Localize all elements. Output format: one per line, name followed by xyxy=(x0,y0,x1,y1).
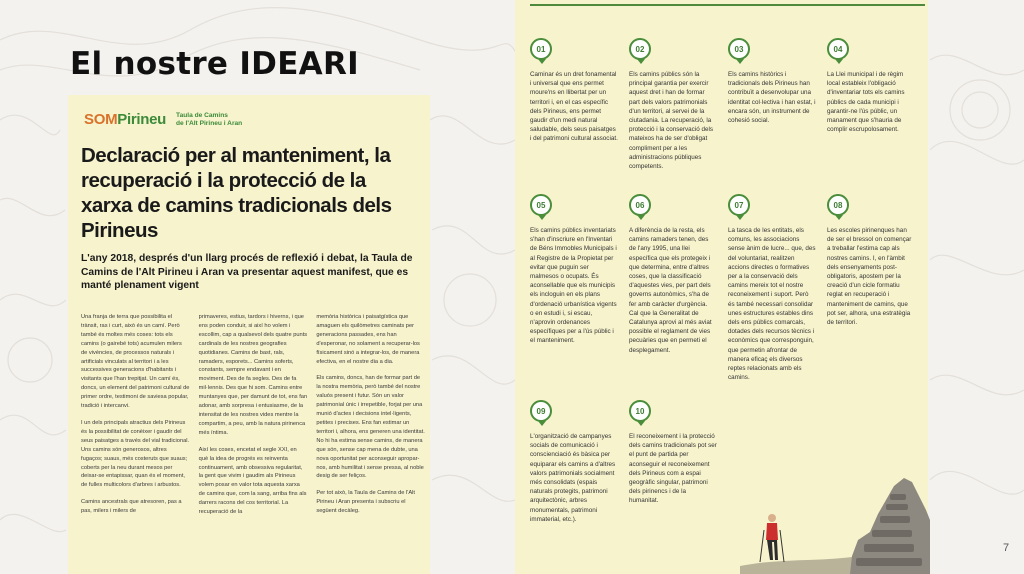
document-intro: L'any 2018, després d'un llarg procés de reflexió i debat, la Taula de Camins de l'Alt Pirineu i Aran va presentar aquest manifest, que es manté plenament vigent xyxy=(81,253,413,291)
paragraph: Una franja de terra que possibilita el trànsit, ras i curt, això és un camí. Però també és moltes més coses: tots els camins (o gairebé tots) acumulen milers de vivències, de processos naturals i artificials vinculats al territori i a les successives generacions d'habitants i visitants que l'han trepitjat. Un camí és, doncs, un element del patrimoni cultural de primer ordre, testimoni de saviesa popular, tradició i intercanvi. xyxy=(81,314,190,410)
decalogue-item-09 xyxy=(530,400,618,524)
paragraph: Els camins, doncs, han de formar part de la nostra memòria, però també del nostre valuós present i futur. Són un valor patrimonial únic i irrepetible, forjat per una munió d'actes i decisions intel·ligents, petites i precises. Ens fan estimar un territori i, alhora, ens generen una identitat. No hi ha estima sense camins, de manera que són, sense cap mena de dubte, una nova oportunitat per aconseguir apropar-nos, amb humilitat i sense pressa, al noble desig de ser feliços. xyxy=(316,375,425,480)
paragraph: I un dels principals atractius dels Pirineus és la possibilitat de conèixer i gaudir del seus paisatges a través del vial tradicional. Uns camins són generosos, altres fugaços; suaus, més costeruts que suaus; coberts per la neu durant mesos per deixar-se entapissar, quan és el moment, de fulles multicolors d'arbres i arbustos. xyxy=(81,419,190,489)
decalogue-text: El reconeixement i la protecció dels camins tradicionals pot ser el punt de partida per aconseguir el reconeixement dels Pirineus com a espai geogràfic singular, patrimoni dels pirinencs i de la humanitat. xyxy=(629,433,717,505)
text-column-2 xyxy=(199,313,308,525)
hiker-cairn-photo xyxy=(740,470,930,574)
decalogue-text: L'organització de campanyes socials de comunicació i conscienciació és bàsica per equiparar els camins a d'altres valors patrimonials socialment més consolidats (espais naturals protegits, patrimoni arquitectònic, arbres monumentals, patrimoni immaterial, etc.). xyxy=(530,433,616,523)
hiker-figure xyxy=(760,514,784,562)
manifesto-page-left xyxy=(68,95,430,574)
map-pin-icon: 04 xyxy=(827,38,849,60)
decalogue-text: Les escoles pirinenques han de ser el bressol on començar a treballar l'estima cap als nostres camins. I, en l'àmbit dels ensenyaments post-obligatoris, apostem per la creació d'un cicle formatiu reglat en recuperació i manteniment de camins, que pot ser, alhora, una estratègia de territori. xyxy=(827,227,912,327)
decalogue-text: La tasca de les entitats, els comuns, les associacions sense ànim de lucre... que, des del voluntariat, realitzen accions directes o formatives per a la conservació dels camins mereix tot el nostre reconeixement i suport. Però és també necessari consolidar unes estructures estables dins dels ens públics comarcals, dotades dels recursos tècnics i econòmics que corresponguin, que permetin afrontar de manera eficaç els diversos reptes relacionats amb els camins. xyxy=(728,227,816,382)
map-pin-icon: 10 xyxy=(629,400,651,422)
map-pin-icon: 06 xyxy=(629,194,651,216)
sompirineu-logo xyxy=(84,111,242,128)
text-column-1 xyxy=(81,313,190,525)
top-rule xyxy=(530,4,925,6)
decalogue-text: La Llei municipal i de règim local estableix l'obligació d'inventariar tots els camins públics de cada municipi i garantir-ne l'ús públic, un manament que s'hauria de complir escrupolosament. xyxy=(827,71,905,134)
slide-title: El nostre IDEARI xyxy=(70,46,359,82)
logo-subtitle: Taula de Camins de l'Alt Pirineu i Aran xyxy=(176,112,243,127)
decalogue-item-10 xyxy=(629,400,717,506)
map-pin-icon: 09 xyxy=(530,400,552,422)
decalogue-item-07 xyxy=(728,194,816,382)
decalogue-item-01 xyxy=(530,38,618,144)
document-title: Declaració per al manteniment, la recuperació i la protecció de la xarxa de camins tradicionals dels Pirineus xyxy=(81,144,392,242)
decalogue-item-02 xyxy=(629,38,717,171)
map-pin-icon: 03 xyxy=(728,38,750,60)
decalogue-item-06 xyxy=(629,194,717,355)
decalogue-item-05 xyxy=(530,194,618,346)
decalogue-text: Els camins històrics i tradicionals dels Pirineus han contribuït a desenvolupar una identitat col·lectiva i han estat, i encara són, un instrument de cohesió social. xyxy=(728,71,816,125)
text-column-3 xyxy=(316,313,425,525)
decalogue-item-08 xyxy=(827,194,915,327)
decalogue-text: Els camins públics són la principal garantia per exercir aquest dret i han de formar part dels valors patrimonials d'un territori, al servei de la ciutadania. La recuperació, la protecció i la conservació dels mateixos ha de ser d'obligat compliment per a les administracions públiques competents. xyxy=(629,71,713,171)
map-pin-icon: 02 xyxy=(629,38,651,60)
map-pin-icon: 01 xyxy=(530,38,552,60)
paragraph: memòria històrica i paisatgística que amaguen els quilòmetres caminats per generacions passades, ens han d'esperonar, no solament a recuperar-los físicament sinó a integrar-los, de manera efectiva, en el nostre dia a dia. xyxy=(316,314,420,365)
decalogue-item-03 xyxy=(728,38,816,125)
paragraph: Així les coses, encetat el segle XXI, en què la idea de progrés es reinventa continuament, amb obsessiva regularitat, la gent que vivim i gaudim als Pirineus volem posar en valor tota aquesta xarxa de camins que, com la sang, arriba fins als darrers racons del cos territorial. La recuperació de la xyxy=(198,446,307,516)
decalogue-item-04 xyxy=(827,38,915,134)
page-number: 7 xyxy=(1003,542,1010,554)
map-pin-icon: 07 xyxy=(728,194,750,216)
map-pin-icon: 08 xyxy=(827,194,849,216)
paragraph: primaveres, estius, tardors i hiverns, i que ens poden conduir, si així ho volem i escollim, cap a qualsevol dels quatre punts cardinals de les nostres geografies quotidianes. Camins de bast, rals, ramaders, esporets... Camins soferts, constants, sempre endavant i en moviment. Des de fa segles. Des de fa mil·lennis. Des que hi som. Camins entre muntanyes que, per damunt de tot, ens fan adonar, amb sorpresa i entusiasme, de la intensitat de les nostres vides mentre la compartim, a peu, amb la natura pirinenca més íntima. xyxy=(198,314,308,436)
decalogue-text: Caminar és un dret fonamental i universal que ens permet moure'ns en llibertat per un territori i, en el cas específic dels Pirineus, ens permet gaudir d'un medi natural saludable, dels seus paisatges i del patrimoni cultural associat. xyxy=(530,71,618,143)
logo-wordmark: SOMPirineu xyxy=(84,111,167,128)
paragraph: Per tot això, la Taula de Camins de l'Alt Pirineu i Aran presenta i subscriu el següent decàleg. xyxy=(316,490,416,515)
decalogue-text: A diferència de la resta, els camins ramaders tenen, des de l'any 1995, una llei específica que els protegeix i que determina, entre d'altres coses, que la classificació d'aquestes vies, per part dels governs autonòmics, s'ha de fer amb caràcter d'urgència. Cal que la Generalitat de Catalunya aprovi al més aviat possible el reglament de vies pecuàries que en permeti el desplegament. xyxy=(629,227,712,354)
decalogue-text: Els camins públics inventariats s'han d'inscriure en l'Inventari de Béns Immobles Municipals i al Registre de la Propietat per evitar que puguin ser malmesos o ocupats. És aconsellable que els municipis els incloguin en els plans d'ordenació urbanística vigents o en estudi i, si escau, n'aprovin ordenances específiques per a l'ús públic i el manteniment. xyxy=(530,227,617,345)
paragraph: Camins ancestrals que atresoren, pas a pas, milers i milers de xyxy=(81,499,182,515)
map-pin-icon: 05 xyxy=(530,194,552,216)
document-body xyxy=(81,313,425,525)
